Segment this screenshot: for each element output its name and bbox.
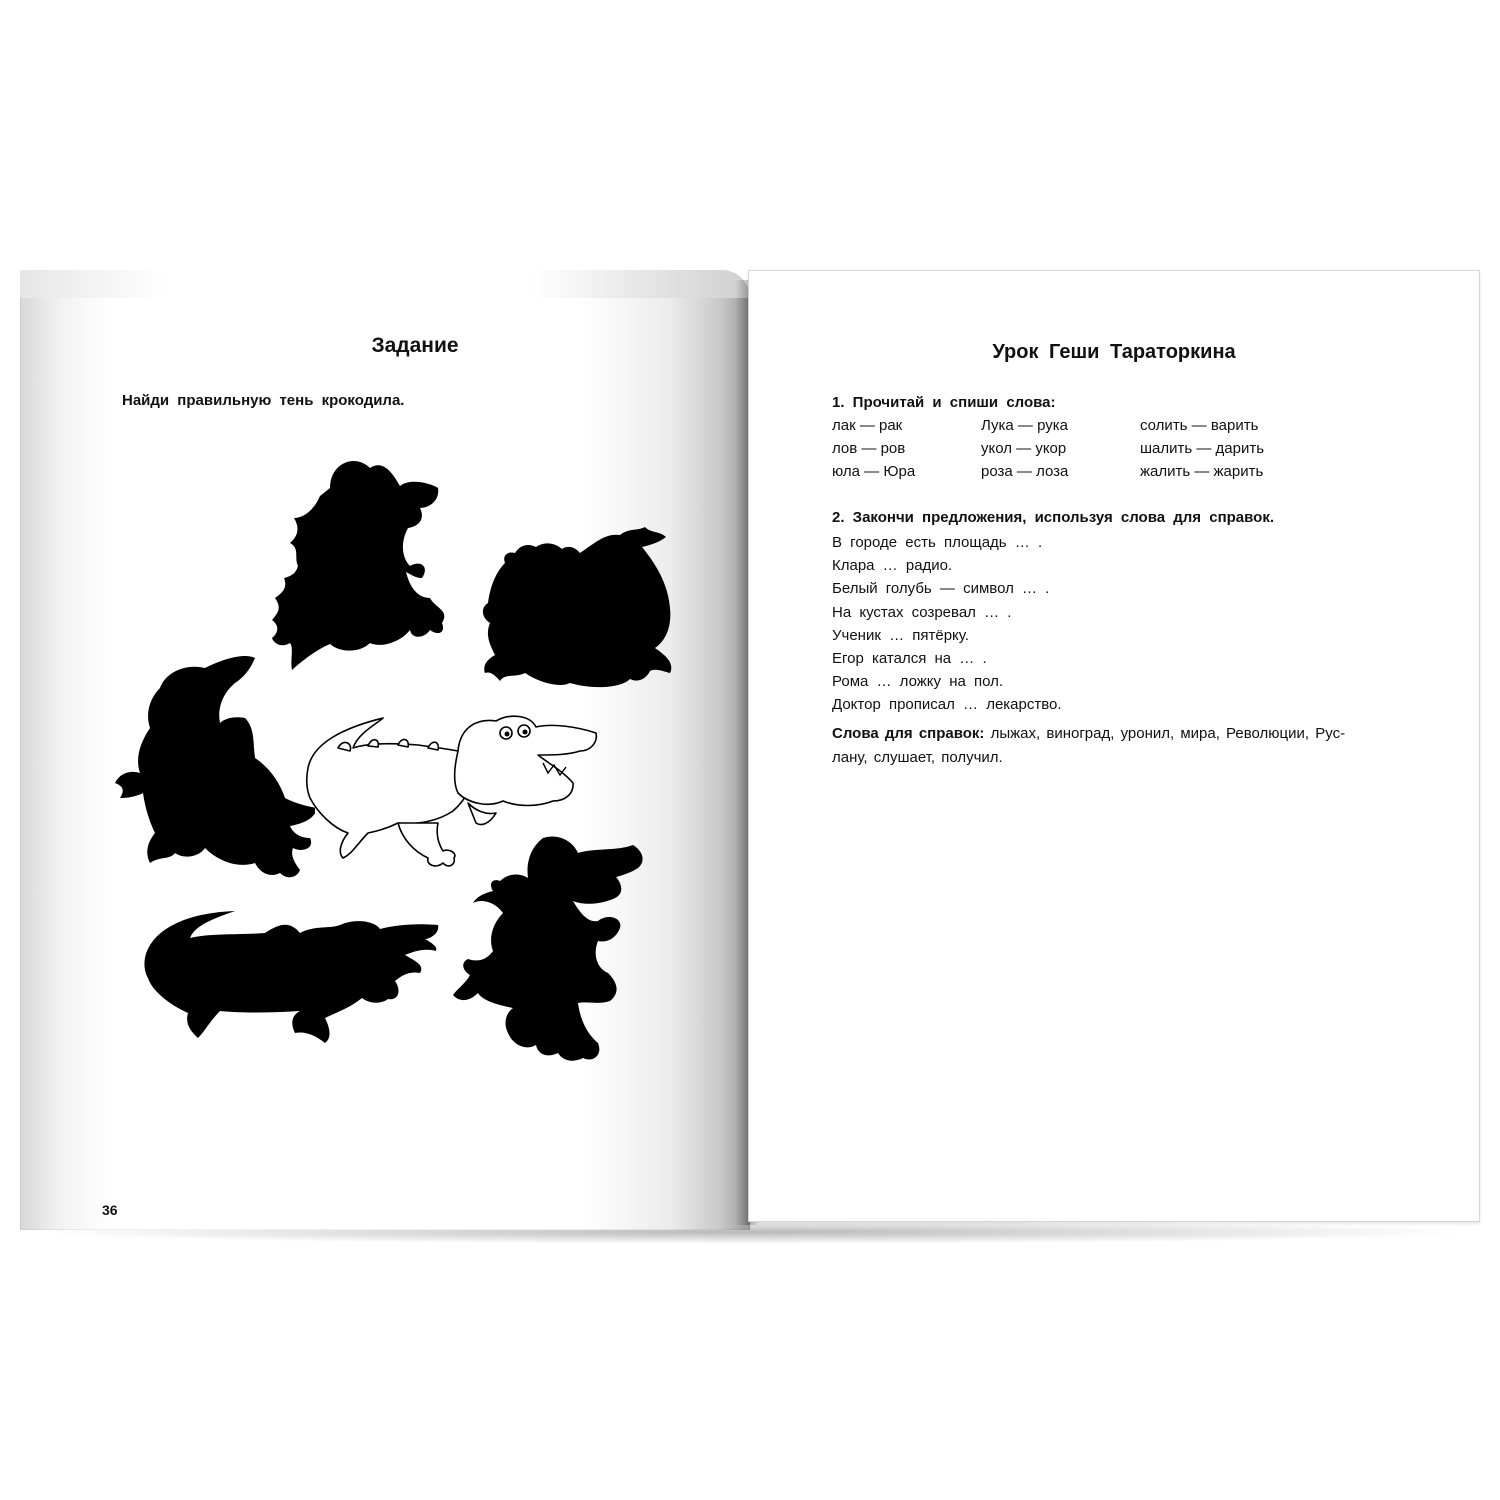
- word-pair: солить — варить: [1140, 417, 1259, 434]
- crocodile-silhouette-4[interactable]: [140, 903, 440, 1053]
- task2-heading: 2. Закончи предложения, используя слова для справок.: [832, 509, 1274, 526]
- word-pair: укол — укор: [981, 440, 1067, 457]
- crocodile-silhouette-3[interactable]: [105, 648, 315, 908]
- word-pair: шалить — дарить: [1140, 440, 1265, 457]
- word-pair: лак — рак: [832, 417, 903, 434]
- word-pair: юла — Юра: [832, 463, 916, 480]
- sentence: Белый голубь — символ … .: [832, 580, 1050, 598]
- left-page: [20, 278, 750, 1230]
- sentence: В городе есть площадь … .: [832, 534, 1043, 551]
- reference-line-1: лыжах, виноград, уронил, мира, Революции, Рус-: [990, 725, 1346, 742]
- crocodile-silhouette-5[interactable]: [448, 833, 668, 1073]
- sentence-list: [832, 531, 1062, 717]
- sentence: Доктор прописал … лекарство.: [832, 696, 1062, 714]
- page-number: 36: [102, 1202, 118, 1218]
- sentence: Ученик … пятёрку.: [832, 626, 969, 644]
- sentence: На кустах созревал … .: [832, 603, 1012, 621]
- crocodile-silhouette-2[interactable]: [470, 523, 680, 693]
- word-pair: жалить — жарить: [1140, 463, 1264, 480]
- reference-line-2: лану, слушает, получил.: [832, 749, 1003, 766]
- task1-heading: 1. Прочитай и спиши слова:: [832, 394, 1056, 411]
- sentence: Егор катался на … .: [832, 649, 987, 667]
- word-pair: лов — ров: [832, 440, 906, 457]
- reference-words: [832, 722, 1400, 770]
- sentence: Рома … ложку на пол.: [832, 673, 1004, 691]
- reference-label: Слова для справок:: [832, 725, 985, 742]
- crocodile-silhouette-1[interactable]: [260, 448, 450, 678]
- left-page-title: Задание: [371, 334, 459, 357]
- right-page: [748, 270, 1480, 1222]
- sentence: Клара … радио.: [832, 557, 953, 575]
- task-instruction: Найди правильную тень крокодила.: [122, 392, 405, 409]
- right-page-title: Урок Геши Тараторкина: [992, 341, 1236, 363]
- open-book: [20, 270, 1480, 1230]
- word-pair: Лука — рука: [981, 417, 1068, 434]
- word-pair: роза — лоза: [981, 463, 1069, 480]
